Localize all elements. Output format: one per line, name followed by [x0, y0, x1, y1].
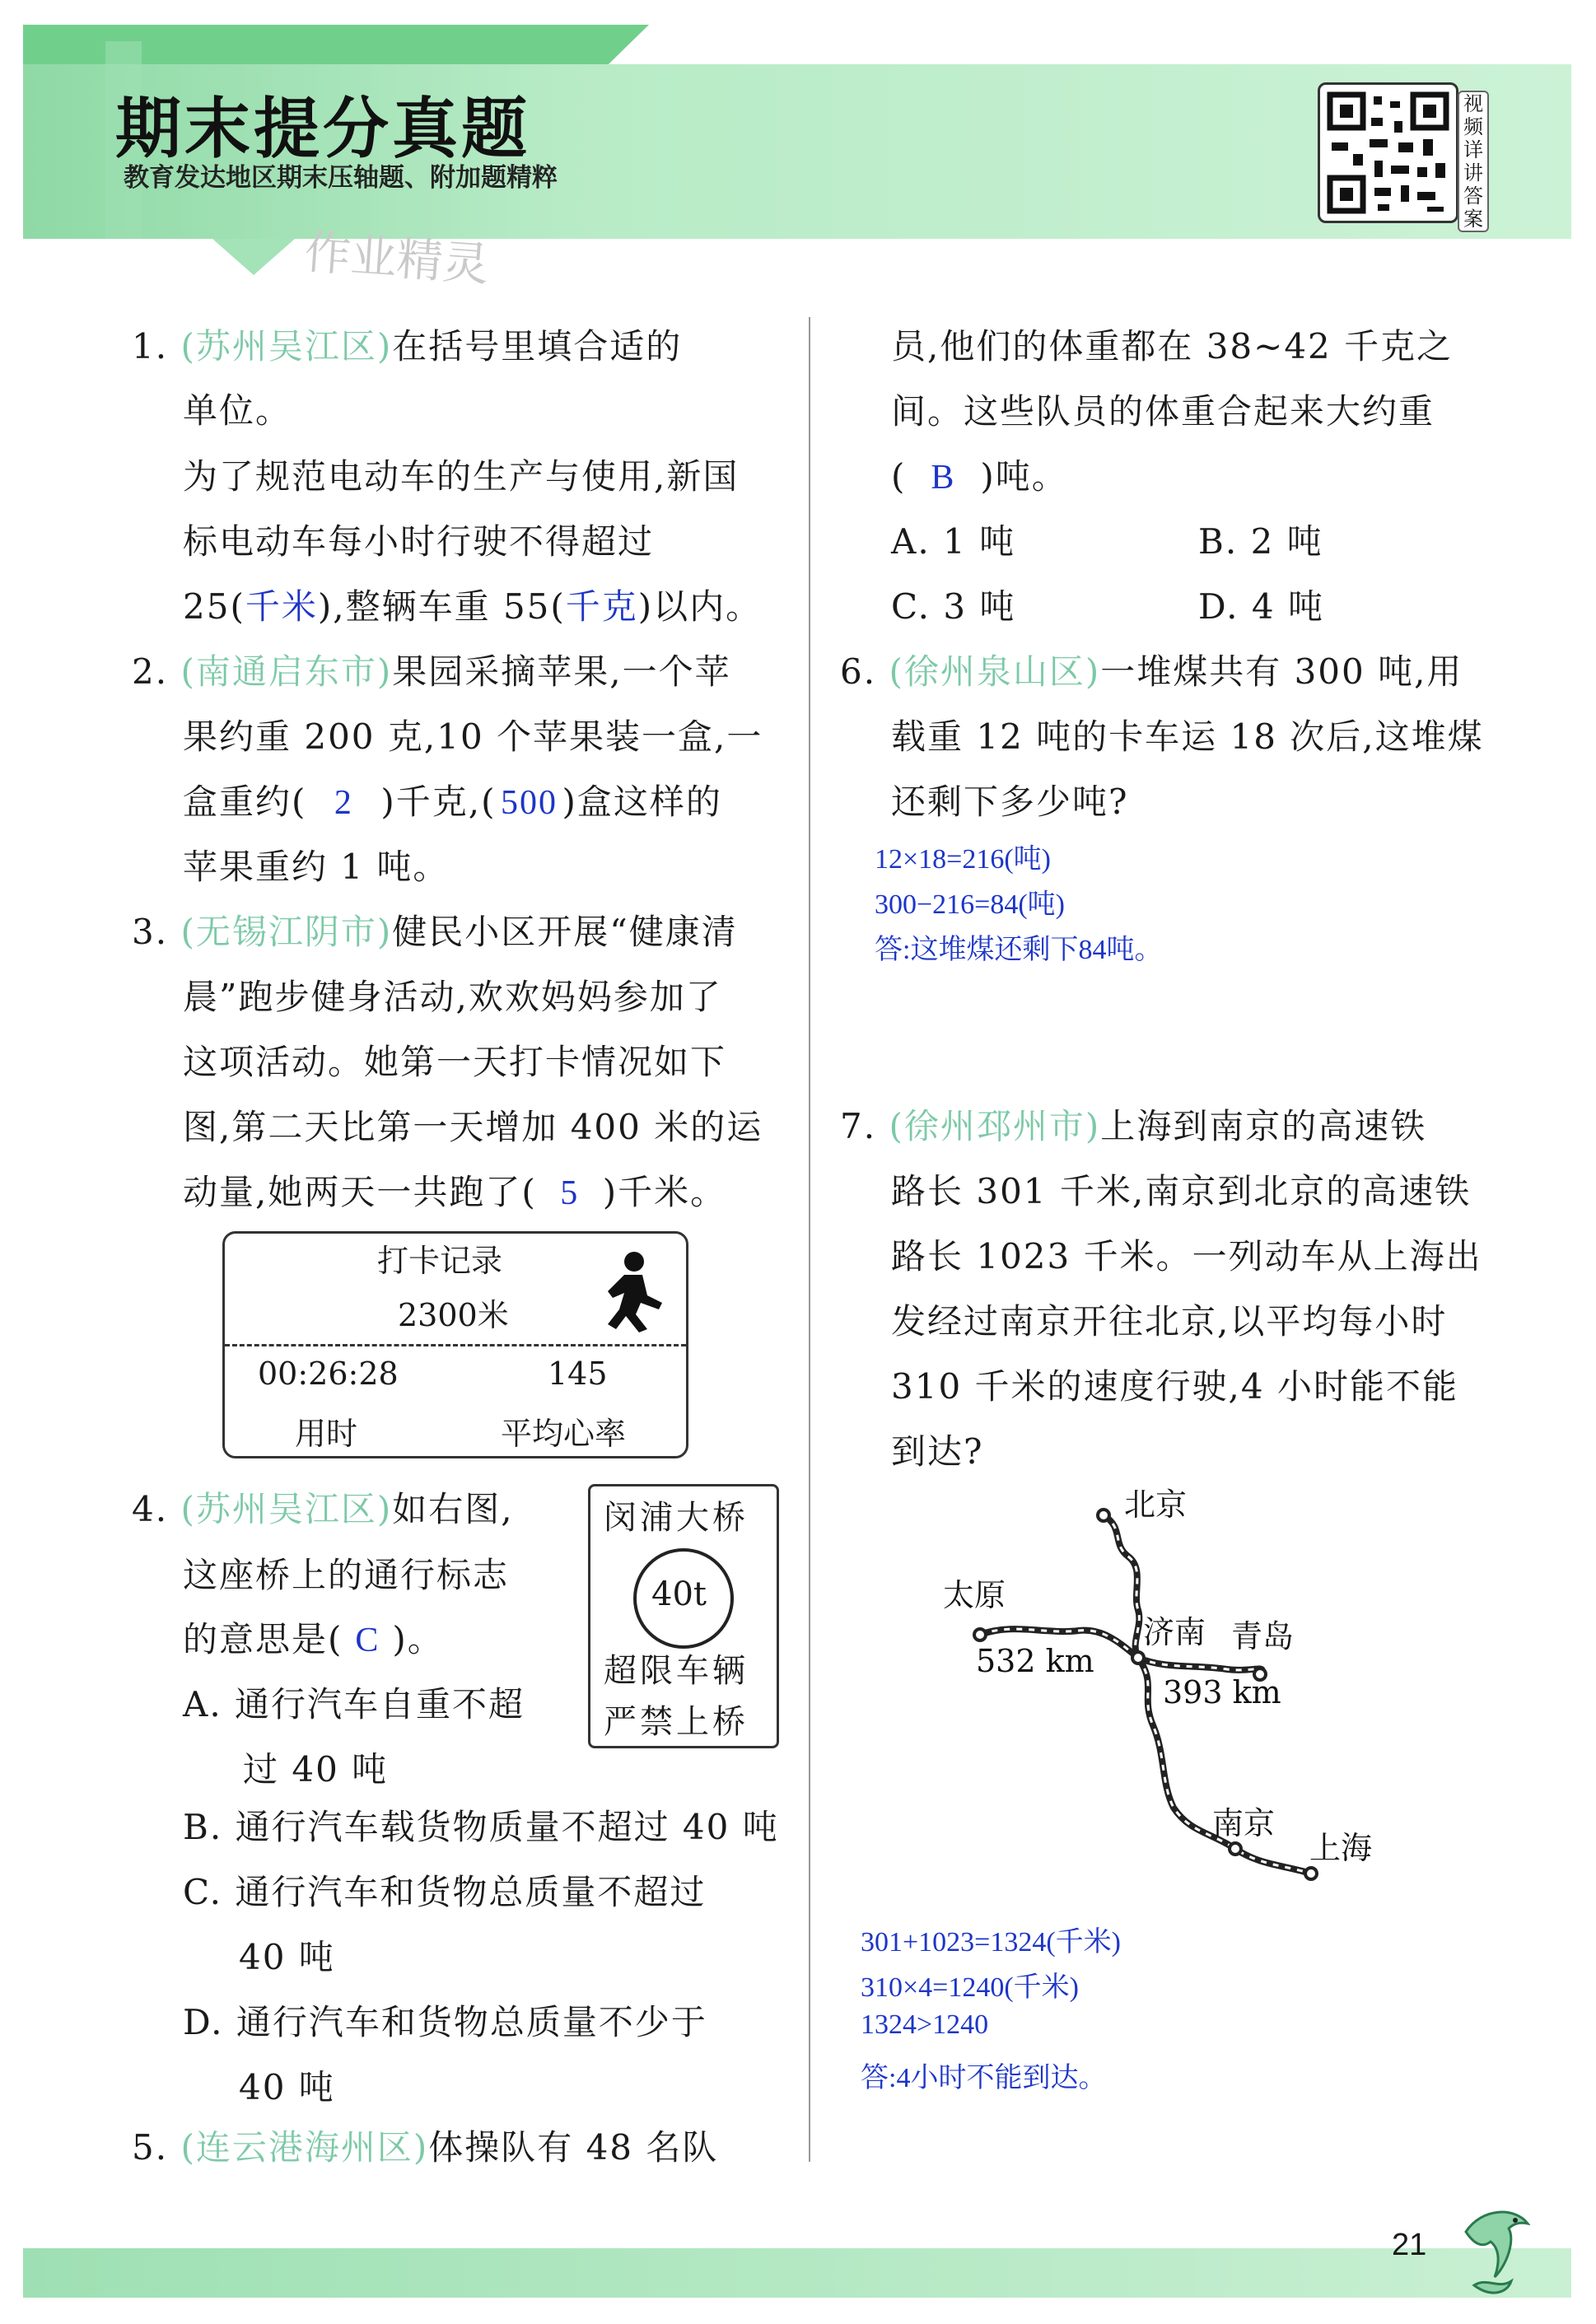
q3-answer: 5 [560, 1174, 580, 1212]
header-notch [212, 239, 295, 275]
sign-bridge-name: 闵浦大桥 [604, 1499, 749, 1537]
q2-answer-2: 500 [501, 784, 558, 822]
q3-line2: 晨”跑步健身活动,欢欢妈妈参加了 [183, 977, 722, 1017]
q4-line2: 这座桥上的通行标志 [183, 1555, 510, 1595]
label-shanghai: 上海 [1309, 1830, 1373, 1866]
record-divider [225, 1344, 686, 1346]
sign-line1: 超限车辆 [604, 1652, 749, 1690]
q6-region: (徐州泉山区) [889, 651, 1101, 692]
q2-line3 [183, 775, 722, 824]
q7-work-2: 310×4=1240(千米) [861, 1972, 1079, 2003]
q5-line3: 间。这些队员的体重合起来大约重 [891, 391, 1435, 432]
q4-option-a: A. 通行汽车自重不超 [183, 1684, 525, 1724]
label-beijing: 北京 [1124, 1486, 1188, 1523]
q4-option-d-cont: 40 吨 [239, 2067, 335, 2107]
q4-option-c: C. 通行汽车和货物总质量不超过 [183, 1872, 707, 1912]
q3-text: 健民小区开展“健康清 [392, 912, 738, 952]
city-dot-nanjing [1230, 1843, 1241, 1855]
sign-weight-limit: 40t [651, 1575, 707, 1613]
q4-text-b: )。 [392, 1619, 444, 1659]
q5-region: (连云港海州区) [180, 2127, 429, 2168]
record-heart-rate: 145 [548, 1356, 608, 1392]
q3-line3: 这项活动。她第一天打卡情况如下 [183, 1042, 727, 1082]
q5-line2: 员,他们的体重都在 38~42 千克之 [891, 326, 1454, 366]
city-dot-taiyuan [974, 1629, 986, 1640]
q4-option-d: D. 通行汽车和货物总质量不少于 [183, 2002, 707, 2042]
record-distance: 2300米 [398, 1297, 509, 1333]
q1-line5 [183, 580, 762, 629]
sign-line2: 严禁上桥 [604, 1703, 749, 1741]
q5-line4 [891, 450, 1068, 499]
q4-line3 [183, 1612, 444, 1662]
q6-number: 6. [840, 651, 877, 692]
page-footer-band [23, 2248, 1571, 2298]
q3-text-b: )千米。 [602, 1172, 727, 1212]
q1-text-a: 25( [183, 586, 245, 627]
label-dist-393: 393 km [1163, 1674, 1281, 1710]
q1-number: 1. [132, 326, 169, 366]
q7-answer: 答:4小时不能到达。 [861, 2063, 1107, 2093]
q1-region: (苏州吴江区) [180, 326, 393, 366]
q1-text: 在括号里填合适的 [392, 326, 683, 366]
q2-number: 2. [132, 651, 169, 692]
label-nanjing: 南京 [1212, 1805, 1276, 1841]
q7-region: (徐州邳州市) [889, 1106, 1101, 1146]
q7-line4: 发经过南京开往北京,以平均每小时 [891, 1301, 1448, 1342]
label-qingdao: 青岛 [1231, 1618, 1295, 1654]
q2-answer-1: 2 [334, 784, 353, 822]
q7-line1 [840, 1099, 1426, 1149]
q5-option-d: D. 4 吨 [1198, 586, 1324, 627]
q7-line6: 到达? [891, 1431, 984, 1472]
q2-text-c: )盒这样的 [562, 782, 722, 822]
q2-region: (南通启东市) [180, 651, 393, 692]
q7-work-3: 1324>1240 [861, 2009, 989, 2040]
q3-line1 [132, 905, 738, 954]
q2-line1 [132, 645, 731, 694]
record-title: 打卡记录 [377, 1243, 503, 1279]
q6-answer: 答:这堆煤还剩下84吨。 [875, 935, 1163, 965]
q7-number: 7. [840, 1106, 877, 1146]
column-divider [809, 317, 810, 2162]
city-dot-beijing [1098, 1510, 1109, 1521]
q4-text: 如右图, [392, 1489, 514, 1529]
q4-number: 4. [132, 1489, 169, 1529]
q3-text-a: 动量,她两天一共跑了( [183, 1172, 537, 1212]
q5-number: 5. [132, 2127, 169, 2168]
q5-answer: B [931, 459, 956, 497]
record-heart-rate-label: 平均心率 [501, 1416, 627, 1452]
railway-map [922, 1478, 1384, 1923]
watermark: 作业精灵 [302, 226, 491, 292]
q4-option-c-cont: 40 吨 [239, 1937, 335, 1977]
q5-text-b: )吨。 [980, 456, 1068, 497]
q3-line5 [183, 1165, 726, 1215]
q5-line1 [132, 2121, 718, 2170]
q6-line2: 载重 12 吨的卡车运 18 次后,这堆煤 [891, 716, 1484, 757]
q3-number: 3. [132, 912, 169, 952]
q6-line1 [840, 645, 1463, 694]
q5-option-c: C. 3 吨 [891, 586, 1016, 627]
page-number: 21 [1392, 2228, 1427, 2262]
q6-work-2: 300−216=84(吨) [875, 889, 1065, 920]
q1-line3: 为了规范电动车的生产与使用,新国 [183, 456, 740, 497]
q6-text: 一堆煤共有 300 吨,用 [1100, 651, 1463, 692]
q1-text-c: )以内。 [637, 586, 763, 627]
q4-option-b: B. 通行汽车载货物质量不超过 40 吨 [183, 1807, 779, 1847]
q7-line5: 310 千米的速度行驶,4 小时能不能 [891, 1366, 1458, 1407]
label-dist-532: 532 km [976, 1643, 1094, 1679]
q7-line3: 路长 1023 千米。一列动车从上海出 [891, 1236, 1482, 1276]
q4-text-a: 的意思是( [183, 1619, 343, 1659]
q2-text-b: )千克,( [380, 782, 497, 822]
q5-text: 体操队有 48 名队 [428, 2127, 719, 2168]
page-title: 期末提分真题 [115, 91, 530, 167]
label-jinan: 济南 [1143, 1614, 1206, 1650]
q4-region: (苏州吴江区) [180, 1489, 393, 1529]
q4-option-a-cont: 过 40 吨 [243, 1749, 389, 1790]
q5-option-a: A. 1 吨 [891, 521, 1016, 562]
q1-answer-1: 千米 [245, 589, 318, 627]
dolphin-icon [1449, 2199, 1540, 2306]
runner-icon [600, 1250, 665, 1336]
q3-line4: 图,第二天比第一天增加 400 米的运 [183, 1107, 763, 1147]
q3-region: (无锡江阴市) [180, 912, 393, 952]
q1-answer-2: 千克 [565, 589, 638, 627]
q4-answer: C [355, 1622, 380, 1659]
city-dot-shanghai [1305, 1868, 1317, 1879]
q2-line2: 果约重 200 克,10 个苹果装一盒,一 [183, 716, 763, 757]
q7-text: 上海到南京的高速铁 [1100, 1106, 1427, 1146]
qr-label: 视频详讲答案 [1458, 91, 1489, 232]
q1-line4: 标电动车每小时行驶不得超过 [183, 521, 655, 562]
q5-option-b: B. 2 吨 [1198, 521, 1323, 562]
run-record-card [222, 1231, 688, 1458]
qr-code-icon[interactable] [1318, 82, 1458, 223]
q7-work-1: 301+1023=1324(千米) [861, 1927, 1121, 1958]
q2-text-a: 盒重约( [183, 782, 307, 822]
city-dot-jinan [1132, 1652, 1144, 1664]
q2-text: 果园采摘苹果,一个苹 [392, 651, 731, 692]
q7-line2: 路长 301 千米,南京到北京的高速铁 [891, 1171, 1472, 1211]
record-time-label: 用时 [295, 1416, 358, 1452]
q1-line2: 单位。 [183, 390, 292, 431]
q6-work-1: 12×18=216(吨) [875, 844, 1051, 875]
label-taiyuan: 太原 [943, 1577, 1006, 1613]
bridge-sign [588, 1484, 779, 1748]
q2-line4: 苹果重约 1 吨。 [183, 847, 450, 887]
q1-line1 [132, 320, 682, 369]
q6-line3: 还剩下多少吨? [891, 782, 1129, 822]
q5-text-a: ( [891, 456, 907, 497]
q4-line1 [132, 1482, 514, 1532]
page-subtitle: 教育发达地区期末压轴题、附加题精粹 [124, 163, 558, 193]
record-time: 00:26:28 [258, 1356, 399, 1392]
q1-text-b: ),整辆车重 55( [317, 586, 566, 627]
